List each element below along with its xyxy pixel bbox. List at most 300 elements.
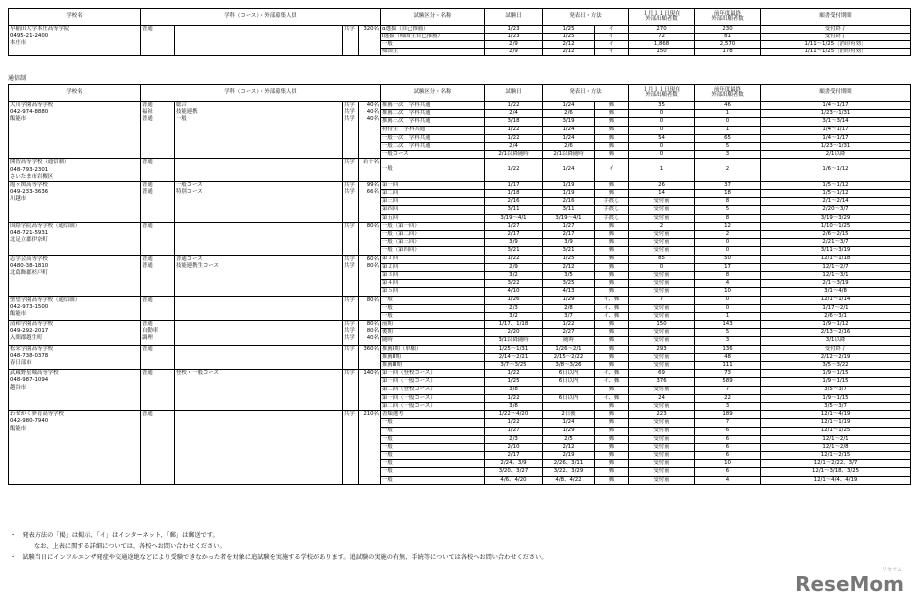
announce-method: 郵 bbox=[595, 134, 629, 142]
announce-date: 1/24 bbox=[543, 419, 595, 427]
period: 1/10～1/25 bbox=[761, 222, 911, 230]
applicants-prev: 10 bbox=[695, 460, 761, 468]
applicants-prev: 18 bbox=[695, 190, 761, 198]
school-phone: 048-793-2301 bbox=[10, 166, 49, 173]
applicants-prev: 178 bbox=[695, 48, 761, 56]
exam-date: 1/27 bbox=[485, 427, 543, 435]
announce-method: 郵 bbox=[595, 321, 629, 329]
table-row bbox=[9, 411, 911, 419]
school-info bbox=[9, 345, 141, 370]
announce-method: 郵 bbox=[595, 411, 629, 419]
header-exam-type: 試験区分・名称 bbox=[381, 9, 485, 26]
exam-type: 随時 bbox=[381, 337, 485, 345]
exam-date: 1/22 bbox=[485, 126, 543, 134]
header-announce: 発表日・方法 bbox=[543, 85, 629, 102]
applicants-prev: 8 bbox=[695, 214, 761, 222]
applicants-prev: 5 bbox=[695, 329, 761, 337]
exam-type: 第一回（一般コース） bbox=[381, 378, 485, 386]
exam-type: 一般（第三回） bbox=[381, 239, 485, 247]
period: 1/6～1/12 bbox=[761, 159, 911, 182]
exam-type: 一般 bbox=[381, 312, 485, 320]
exam-date: 1/17 bbox=[485, 181, 543, 189]
period: 12/1～4/4、4/19 bbox=[761, 476, 911, 484]
quota bbox=[359, 370, 381, 411]
period: 3/11～3/19 bbox=[761, 247, 911, 255]
quota bbox=[359, 255, 381, 296]
exam-date: 1/26 bbox=[485, 296, 543, 304]
announce-method: 郵 bbox=[595, 468, 629, 476]
announce-method: 郵 bbox=[595, 142, 629, 150]
period: 3/5～3/7 bbox=[761, 402, 911, 410]
period: 2/6～2/15 bbox=[761, 231, 911, 239]
school-city: 飯能市 bbox=[10, 310, 27, 317]
announce-date: 2/6 bbox=[543, 142, 595, 150]
announce-method: イ、郵 bbox=[595, 394, 629, 402]
exam-date: 2/17 bbox=[485, 231, 543, 239]
school-name: 霞ヶ関高等学校 bbox=[10, 181, 48, 188]
exam-type: 第二回（一般コース） bbox=[381, 402, 485, 410]
period: 3/1～3/14 bbox=[761, 118, 911, 126]
applicants-now: 0 bbox=[629, 263, 695, 271]
applicants-prev: 1 bbox=[695, 110, 761, 118]
course-field bbox=[176, 223, 341, 230]
exam-date: 2/9 bbox=[485, 48, 543, 56]
announce-method: 手渡し bbox=[595, 206, 629, 214]
announce-date bbox=[543, 386, 595, 394]
applicants-prev: 4 bbox=[695, 280, 761, 288]
applicants-now: 受付前 bbox=[629, 247, 695, 255]
course-name bbox=[175, 181, 343, 222]
announce-method: 郵 bbox=[595, 126, 629, 134]
school-info bbox=[9, 159, 141, 182]
announce-method: 郵 bbox=[595, 443, 629, 451]
exam-type: 書類選考 bbox=[381, 411, 485, 419]
period: 1/4～1/17 bbox=[761, 134, 911, 142]
applicants-now: 受付前 bbox=[629, 280, 695, 288]
exam-type: 一般 bbox=[381, 296, 485, 304]
applicants-prev: 143 bbox=[695, 321, 761, 329]
announce-date: 4/13 bbox=[543, 288, 595, 296]
announce-method: 郵 bbox=[595, 427, 629, 435]
period: 受付終了 bbox=[761, 33, 911, 41]
applicants-now: 受付前 bbox=[629, 353, 695, 361]
exam-type: 第一回 bbox=[381, 181, 485, 189]
school-phone: 042-974-8880 bbox=[10, 109, 49, 116]
course-field bbox=[176, 297, 341, 304]
table-row bbox=[9, 181, 911, 189]
header-course: 学科（コース）・外部募集人員 bbox=[141, 9, 381, 26]
exam-date: 3/8 bbox=[485, 386, 543, 394]
course-field: 普通 bbox=[142, 222, 153, 229]
announce-date: 2/12 bbox=[543, 263, 595, 271]
announce-method: 郵 bbox=[595, 329, 629, 337]
applicants-now: 26 bbox=[629, 181, 695, 189]
applicants-prev: 111 bbox=[695, 362, 761, 370]
announce-method: イ bbox=[595, 48, 629, 56]
applicants-now: 85 bbox=[629, 255, 695, 263]
course-name bbox=[175, 370, 343, 411]
period: 12/1～2/1 bbox=[761, 435, 911, 443]
course-field: 一般コース bbox=[176, 181, 203, 188]
notes bbox=[10, 530, 547, 563]
announce-date: 6日以内 bbox=[543, 394, 595, 402]
quota bbox=[359, 159, 381, 182]
course-field: 80名 bbox=[366, 222, 379, 229]
applicants-prev: 65 bbox=[695, 134, 761, 142]
exam-type: 第三回 bbox=[381, 198, 485, 206]
course-field: 自動車 bbox=[142, 328, 159, 335]
coed bbox=[343, 26, 359, 56]
announce-method: 郵 bbox=[595, 222, 629, 230]
header-school: 学校名 bbox=[9, 9, 141, 26]
school-name: 志学会高等学校 bbox=[10, 255, 48, 262]
applicants-prev: 2 bbox=[695, 159, 761, 182]
note-2: なお、上表に関する詳細については、各校へお問い合わせください。 bbox=[34, 543, 226, 550]
applicants-now: 受付前 bbox=[629, 214, 695, 222]
period: 2/13～2/16 bbox=[761, 329, 911, 337]
exam-type: 推薦二次 学科共通 bbox=[381, 110, 485, 118]
applicants-prev: 3 bbox=[695, 337, 761, 345]
exam-date: 3/21 bbox=[485, 247, 543, 255]
applicants-prev: 10 bbox=[695, 288, 761, 296]
applicants-now: 35 bbox=[629, 102, 695, 110]
school-name: 開智高等学校（通信制） bbox=[10, 159, 70, 166]
period: 1/4～1/17 bbox=[761, 126, 911, 134]
school-info bbox=[9, 296, 141, 321]
period: 12/1～2/8 bbox=[761, 443, 911, 451]
coed bbox=[343, 321, 359, 346]
announce-date bbox=[543, 402, 595, 410]
announce-method: 郵 bbox=[595, 110, 629, 118]
course-field: 調理 bbox=[142, 335, 153, 342]
period: 12/1～3/1 bbox=[761, 271, 911, 279]
table-row bbox=[9, 102, 911, 110]
announce-method: 郵 bbox=[595, 288, 629, 296]
period: 12/1～4/19 bbox=[761, 411, 911, 419]
exam-type: 推薦Ⅲ期 bbox=[381, 362, 485, 370]
applicants-prev: 6 bbox=[695, 427, 761, 435]
school-info bbox=[9, 321, 141, 346]
announce-method: イ bbox=[595, 33, 629, 41]
school-phone: 048-738-0378 bbox=[10, 352, 49, 359]
announce-date: 2/19 bbox=[543, 452, 595, 460]
applicants-prev: 2 bbox=[695, 231, 761, 239]
course-field: 普通 bbox=[142, 345, 153, 352]
applicants-now: 受付前 bbox=[629, 386, 695, 394]
coed bbox=[343, 222, 359, 255]
announce-date: 1/29 bbox=[543, 296, 595, 304]
course-name bbox=[175, 255, 343, 296]
school-city: 越谷市 bbox=[10, 384, 27, 391]
exam-type: 特待生 学科共通 bbox=[381, 126, 485, 134]
exam-date: 1/22 bbox=[485, 159, 543, 182]
applicants-prev: 81 bbox=[695, 33, 761, 41]
applicants-prev: 2,570 bbox=[695, 41, 761, 49]
announce-date: 2/17 bbox=[543, 231, 595, 239]
period: 1/9～1/15 bbox=[761, 370, 911, 378]
applicants-now: 69 bbox=[629, 370, 695, 378]
applicants-now: 受付前 bbox=[629, 329, 695, 337]
announce-date: 6日以内 bbox=[543, 370, 595, 378]
exam-date: 3/7～3/25 bbox=[485, 362, 543, 370]
course-field: 共学 bbox=[344, 328, 355, 335]
exam-type: 第２回 bbox=[381, 263, 485, 271]
exam-type: 一般（第一回） bbox=[381, 222, 485, 230]
school-phone: 0480-38-1810 bbox=[10, 262, 49, 269]
announce-method: 郵 bbox=[595, 435, 629, 443]
school-city: 本庄市 bbox=[10, 40, 27, 47]
exam-date: 1/22 bbox=[485, 394, 543, 402]
course-field: 一般 bbox=[176, 116, 187, 123]
applicants-now: 受付前 bbox=[629, 312, 695, 320]
announce-date: 3/8～3/26 bbox=[543, 362, 595, 370]
school-city: 川越市 bbox=[10, 196, 27, 203]
school-info bbox=[9, 411, 141, 485]
exam-date: 2/9 bbox=[485, 263, 543, 271]
applicants-prev: 3 bbox=[695, 151, 761, 159]
applicants-prev: 230 bbox=[695, 26, 761, 34]
course-type bbox=[141, 255, 175, 296]
course-field bbox=[176, 328, 341, 335]
course-field: 普通 bbox=[142, 370, 153, 377]
exam-type: 一般 bbox=[381, 435, 485, 443]
school-phone: 048-721-5931 bbox=[10, 230, 49, 236]
announce-date: 1/22 bbox=[543, 321, 595, 329]
exam-date: 3/18 bbox=[485, 118, 543, 126]
header-applicants-now: １月１１日現在 外部出願者数 bbox=[629, 9, 695, 26]
period: 1/4～1/17 bbox=[761, 102, 911, 110]
applicants-prev: 6 bbox=[695, 468, 761, 476]
applicants-prev: 0 bbox=[695, 118, 761, 126]
exam-type: 一般 bbox=[381, 41, 485, 49]
period: 12/1～3/18、3/25 bbox=[761, 468, 911, 476]
announce-date: 2/27 bbox=[543, 329, 595, 337]
school-city: さいたま市岩槻区 bbox=[10, 173, 54, 180]
announce-method: 郵 bbox=[595, 255, 629, 263]
course-field: 共学 bbox=[344, 262, 355, 269]
table-row bbox=[9, 296, 911, 304]
applicants-prev: 136 bbox=[695, 345, 761, 353]
applicants-prev: 6 bbox=[695, 443, 761, 451]
school-info bbox=[9, 26, 141, 56]
exam-date: 2/4 bbox=[485, 142, 543, 150]
exam-type: 後期 bbox=[381, 329, 485, 337]
announce-method: 郵 bbox=[595, 419, 629, 427]
applicants-now: 受付前 bbox=[629, 231, 695, 239]
period: 2/1～3/19 bbox=[761, 280, 911, 288]
course-name bbox=[175, 411, 343, 485]
course-field: 若干名 bbox=[362, 159, 379, 166]
course-field: 普通 bbox=[142, 262, 153, 269]
applicants-prev: 0 bbox=[695, 239, 761, 247]
announce-date: 2/6 bbox=[543, 110, 595, 118]
announce-method: 郵 bbox=[595, 247, 629, 255]
exam-type: 一般コース bbox=[381, 151, 485, 159]
period: 受付終了 bbox=[761, 26, 911, 34]
exam-date: 1/25 bbox=[485, 378, 543, 386]
exam-type: 第二回 bbox=[381, 190, 485, 198]
school-phone: 048-987-1094 bbox=[10, 377, 49, 384]
applicants-prev: 5 bbox=[695, 142, 761, 150]
course-field: 80名 bbox=[366, 321, 379, 328]
announce-method: 郵 bbox=[595, 476, 629, 484]
announce-method: 郵 bbox=[595, 263, 629, 271]
school-name: 武蔵野星城高等学校 bbox=[10, 370, 59, 377]
exam-type: 一般 bbox=[381, 468, 485, 476]
course-name bbox=[175, 159, 343, 182]
exam-type: 推薦Ⅰ期（単願） bbox=[381, 345, 485, 353]
announce-date: 2/12 bbox=[543, 41, 595, 49]
exam-date: 4/10 bbox=[485, 288, 543, 296]
announce-method: 郵 bbox=[595, 460, 629, 468]
course-field: 特別コース bbox=[176, 189, 203, 196]
exam-date: 2/9 bbox=[485, 41, 543, 49]
applicants-prev: 73 bbox=[695, 370, 761, 378]
course-type bbox=[141, 181, 175, 222]
course-field: 共学 bbox=[344, 109, 355, 116]
exam-type: 一般 bbox=[381, 452, 485, 460]
school-name: 松栄学園高等学校 bbox=[10, 345, 54, 352]
course-field: 普通 bbox=[142, 159, 153, 166]
announce-date: 2/16 bbox=[543, 198, 595, 206]
course-field: 普通 bbox=[142, 26, 153, 32]
announce-date: 3/9 bbox=[543, 239, 595, 247]
course-name bbox=[175, 345, 343, 370]
course-type bbox=[141, 102, 175, 159]
course-field: 共学 bbox=[344, 345, 355, 352]
course-field bbox=[176, 335, 341, 342]
announce-method: イ、郵 bbox=[595, 378, 629, 386]
school-phone: 042-973-1500 bbox=[10, 303, 49, 310]
applicants-now: 2 bbox=[629, 222, 695, 230]
school-name: 国際学院高等学校（通信制） bbox=[10, 222, 81, 229]
announce-date: 1/25 bbox=[543, 33, 595, 41]
exam-date: 3/11 bbox=[485, 206, 543, 214]
school-city: 飯能市 bbox=[10, 116, 27, 123]
course-field: 技能連携生コース bbox=[176, 262, 219, 269]
announce-method: 郵 bbox=[595, 102, 629, 110]
applicants-now: 293 bbox=[629, 345, 695, 353]
period: 1/23～1/31 bbox=[761, 110, 911, 118]
period: 3/5～3/22 bbox=[761, 362, 911, 370]
course-type bbox=[141, 222, 175, 255]
course-name bbox=[175, 222, 343, 255]
announce-method: 郵 bbox=[595, 181, 629, 189]
table-row bbox=[9, 321, 911, 329]
announce-date: 2/5 bbox=[543, 435, 595, 443]
header-period: 願書受付期間 bbox=[761, 85, 911, 102]
course-field: 360名 bbox=[363, 345, 379, 352]
exam-type: 一般一次 学科共通 bbox=[381, 134, 485, 142]
course-field bbox=[176, 159, 341, 166]
applicants-now: 1,868 bbox=[629, 41, 695, 49]
course-field: 普通 bbox=[142, 116, 153, 123]
applicants-prev: 48 bbox=[695, 353, 761, 361]
course-field: 80名 bbox=[366, 328, 379, 335]
applicants-prev: 0 bbox=[695, 304, 761, 312]
period: 12/1～1/19 bbox=[761, 419, 911, 427]
applicants-now: 72 bbox=[629, 33, 695, 41]
applicants-prev: 22 bbox=[695, 394, 761, 402]
exam-date: 1/22 bbox=[485, 102, 543, 110]
applicants-now: 受付前 bbox=[629, 304, 695, 312]
exam-date: 3/8 bbox=[485, 402, 543, 410]
header-course: 学科（コース）・外部募集人員 bbox=[141, 85, 381, 102]
quota bbox=[359, 411, 381, 485]
exam-date: 3/22 bbox=[485, 280, 543, 288]
announce-date: 3/5 bbox=[543, 271, 595, 279]
coed bbox=[343, 181, 359, 222]
course-type bbox=[141, 159, 175, 182]
course-field: 80名 bbox=[366, 296, 379, 303]
exam-type: 第二回（登校コース） bbox=[381, 386, 485, 394]
header-school: 学校名 bbox=[9, 85, 141, 102]
course-field: 66名 bbox=[366, 189, 379, 196]
applicants-now: 7 bbox=[629, 296, 695, 304]
exam-type: 第一回（一般コース） bbox=[381, 394, 485, 402]
school-name: 早稲田大学本庄高等学院 bbox=[10, 26, 70, 32]
announce-date: 1/27 bbox=[543, 222, 595, 230]
exam-type: 推薦Ⅱ期 bbox=[381, 353, 485, 361]
course-type bbox=[141, 370, 175, 411]
course-field bbox=[176, 411, 341, 418]
course-field: 共学 bbox=[344, 189, 355, 196]
coed bbox=[343, 370, 359, 411]
announce-method: イ bbox=[595, 159, 629, 182]
applicants-prev: 0 bbox=[695, 296, 761, 304]
applicants-now: 受付前 bbox=[629, 239, 695, 247]
note-1: ・ 発表方法の「掲」は掲示、「イ」はインターネット、「郵」は郵送です。 bbox=[10, 532, 219, 539]
note-3: ・ 試験当日にインフルエンザ発症や交通途絶などにより受験できなかった者を対象に追試験を実施する学校があります。追試験の実施の有無、手続等については各校へお問い合わせください。 bbox=[10, 554, 548, 561]
course-type bbox=[141, 26, 175, 56]
applicants-now: 受付前 bbox=[629, 443, 695, 451]
period: 3/1以降 bbox=[761, 337, 911, 345]
course-field: 福祉 bbox=[142, 109, 153, 116]
applicants-prev: 1 bbox=[695, 312, 761, 320]
course-field: 普通 bbox=[142, 102, 153, 108]
exam-date: 1/22 bbox=[485, 419, 543, 427]
exam-date: 1/22 bbox=[485, 370, 543, 378]
exam-date: 3/20、3/27 bbox=[485, 468, 543, 476]
course-field: 共学 bbox=[344, 321, 355, 328]
school-phone: 042-980-7940 bbox=[10, 418, 49, 425]
applicants-prev: 7 bbox=[695, 386, 761, 394]
header-applicants-now: １月１１日現在 外部出願者数 bbox=[629, 85, 695, 102]
school-info bbox=[9, 181, 141, 222]
course-field: 普通 bbox=[142, 321, 153, 328]
announce-date: 3/19 bbox=[543, 118, 595, 126]
course-type bbox=[141, 411, 175, 485]
applicants-now: 受付前 bbox=[629, 460, 695, 468]
announce-method: イ、郵 bbox=[595, 370, 629, 378]
quota bbox=[359, 222, 381, 255]
announce-method: イ bbox=[595, 26, 629, 34]
applicants-prev: 12 bbox=[695, 222, 761, 230]
announce-method: 郵 bbox=[595, 402, 629, 410]
applicants-prev: 6 bbox=[695, 452, 761, 460]
exam-type: 第３回 bbox=[381, 271, 485, 279]
period: 3/5～3/7 bbox=[761, 386, 911, 394]
exam-date: 1/27 bbox=[485, 222, 543, 230]
announce-date: 1/24 bbox=[543, 134, 595, 142]
table-row bbox=[9, 222, 911, 230]
course-field bbox=[176, 346, 341, 353]
announce-method: 郵 bbox=[595, 231, 629, 239]
announce-date: 3/11 bbox=[543, 206, 595, 214]
announce-method: 郵 bbox=[595, 386, 629, 394]
course-field: 普通 bbox=[142, 411, 153, 418]
applicants-now: 0 bbox=[629, 110, 695, 118]
